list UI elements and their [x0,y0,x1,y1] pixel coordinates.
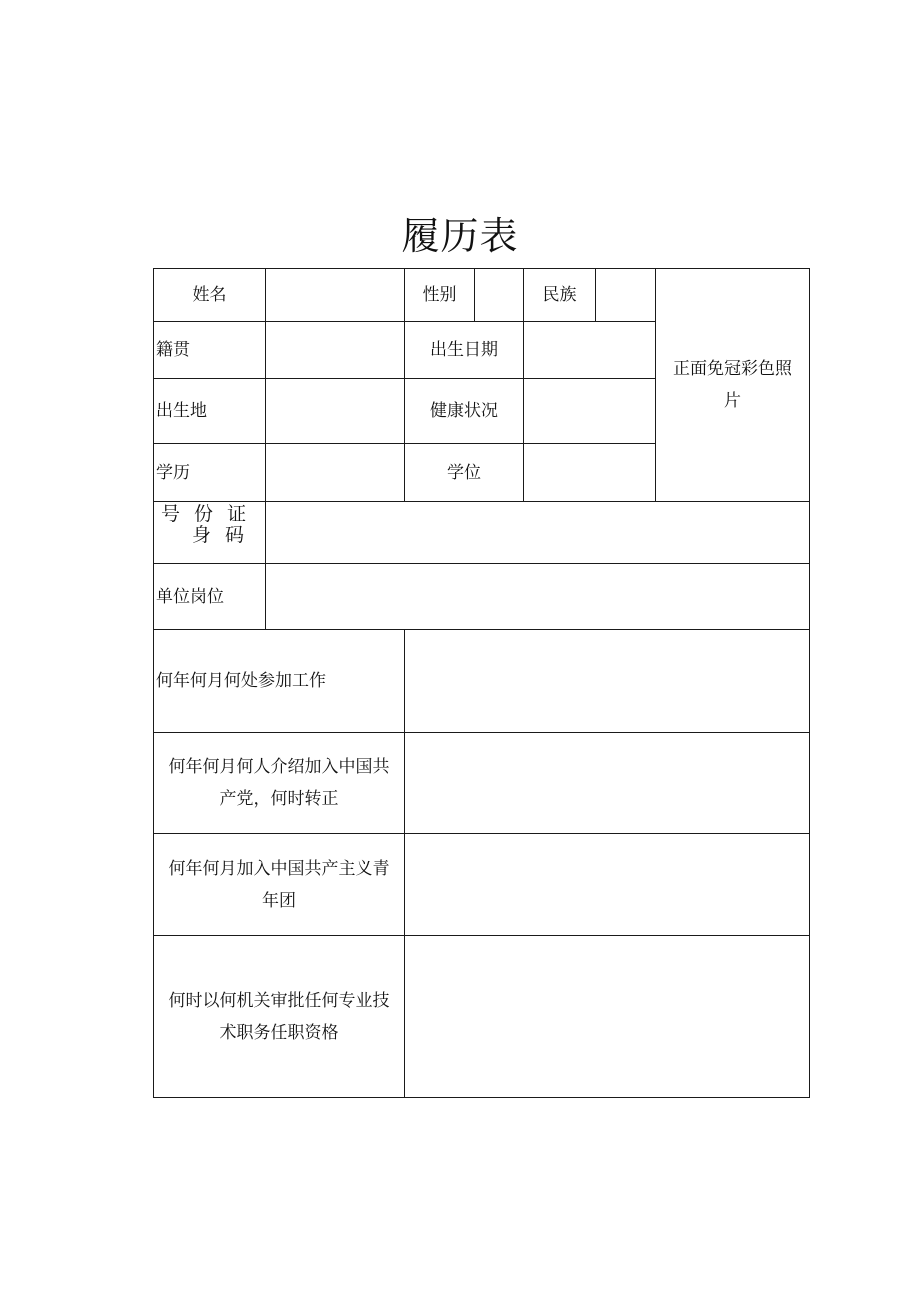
id-number-label-row2: 身 码 [192,524,249,546]
gender-field[interactable] [475,269,523,321]
party-join-label-line2: 产党，何时转正 [219,789,339,809]
party-join-label [154,733,404,833]
birth-date-label: 出生日期 [430,340,498,360]
work-unit-post-field[interactable] [266,564,809,629]
native-place-label: 籍贯 [156,340,190,360]
professional-title-label [154,936,404,1097]
birthplace-field[interactable] [266,379,404,443]
photo-label-line2: 片 [724,391,741,411]
education-label: 学历 [156,462,190,483]
education-field[interactable] [266,444,404,501]
health-field[interactable] [524,379,655,443]
birth-date-field[interactable] [524,322,655,378]
professional-title-label-line1: 何时以何机关审批任何专业技 [168,990,390,1011]
league-join-label [154,834,404,935]
table-border-right [809,268,810,1098]
page-title: 履历表 [401,214,519,258]
league-join-field[interactable] [405,834,809,935]
ethnicity-field[interactable] [596,269,655,321]
table-border-bottom [153,1097,810,1098]
work-start-field[interactable] [405,630,809,732]
id-number-field[interactable] [266,502,809,563]
name-label: 姓名 [192,285,227,305]
professional-title-field[interactable] [405,936,809,1097]
degree-field[interactable] [524,444,655,501]
party-join-field[interactable] [405,733,809,833]
native-place-field[interactable] [266,322,404,378]
professional-title-label-line2: 术职务任职资格 [219,1022,339,1043]
name-field[interactable] [266,269,404,321]
league-join-label-line2: 年团 [262,890,296,911]
league-join-label-line1: 何年何月加入中国共产主义青 [168,858,390,879]
work-start-label: 何年何月何处参加工作 [156,671,326,691]
party-join-label-line1: 何年何月何人介绍加入中国共 [168,757,390,777]
birthplace-label: 出生地 [156,401,207,421]
gender-label: 性别 [422,285,457,305]
photo-placeholder[interactable] [656,269,809,501]
id-number-label-row1: 号 份 证 [161,503,251,525]
id-number-label [154,502,265,563]
work-unit-post-label: 单位岗位 [156,586,224,607]
photo-label-line1: 正面免冠彩色照 [673,359,792,379]
degree-label: 学位 [447,462,481,483]
ethnicity-label: 民族 [542,285,577,305]
health-label: 健康状况 [430,401,498,421]
